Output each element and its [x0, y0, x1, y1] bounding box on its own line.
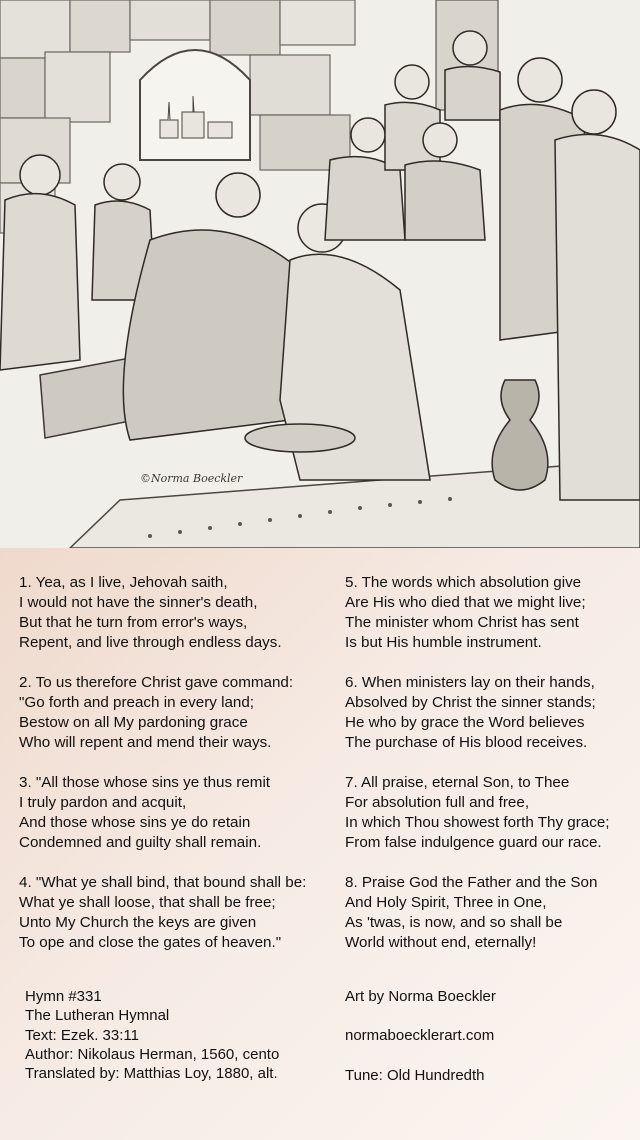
stanza-8	[345, 873, 640, 953]
hymn-number: Hymn #331	[25, 988, 102, 1005]
stanza-line: To ope and close the gates of heaven."	[19, 934, 282, 951]
stanza-line: The purchase of His blood receives.	[345, 734, 588, 751]
stanza-line: Who will repent and mend their ways.	[19, 734, 272, 751]
stanza-2	[19, 673, 339, 753]
water-jug	[492, 380, 548, 490]
sketch-artwork	[0, 0, 640, 548]
stanzas-right-column	[345, 573, 640, 973]
stanza-line: What ye shall loose, that shall be free;	[19, 894, 276, 911]
stanza-line: 6. When ministers lay on their hands,	[345, 674, 595, 691]
stanza-line: I would not have the sinner's death,	[19, 594, 258, 611]
stanza-1	[19, 573, 339, 653]
stanza-line: He who by grace the Word believes	[345, 714, 585, 731]
stanza-5	[345, 573, 640, 653]
stanza-line: 5. The words which absolution give	[345, 574, 582, 591]
stanza-line: 4. "What ye shall bind, that bound shall be:	[19, 874, 307, 891]
stanza-line: "Go forth and preach in every land;	[19, 694, 255, 711]
artist-website: normaboecklerart.com	[345, 1027, 495, 1045]
stanza-line: But that he turn from error's ways,	[19, 614, 248, 631]
stanza-6	[345, 673, 640, 753]
stanza-line: Unto My Church the keys are given	[19, 914, 257, 931]
stanza-line: Bestow on all My pardoning grace	[19, 714, 248, 731]
hymn-tune: Tune: Old Hundredth	[345, 1066, 485, 1084]
stanzas-left-column	[19, 573, 339, 973]
stanza-line: I truly pardon and acquit,	[19, 794, 187, 811]
hymnal-name: The Lutheran Hymnal	[25, 1007, 170, 1025]
stanza-line: Repent, and live through endless days.	[19, 634, 282, 651]
stanza-3	[19, 773, 339, 853]
stanza-line: As 'twas, is now, and so shall be	[345, 914, 563, 931]
stanza-line: And those whose sins ye do retain	[19, 814, 251, 831]
hymn-text-panel	[0, 548, 640, 1140]
art-credit: Art by Norma Boeckler	[345, 988, 496, 1005]
stanza-line: In which Thou showest forth Thy grace;	[345, 814, 610, 831]
artist-signature: ©Norma Boeckler	[140, 472, 243, 485]
stanza-line: 2. To us therefore Christ gave command:	[19, 674, 294, 691]
stanza-line: Absolved by Christ the sinner stands;	[345, 694, 596, 711]
hymn-author: Author: Nikolaus Herman, 1560, cento	[25, 1045, 280, 1063]
wash-basin	[245, 424, 355, 452]
stanza-line: Condemned and guilty shall remain.	[19, 834, 262, 851]
hymn-info	[25, 987, 279, 1083]
stanza-line: 1. Yea, as I live, Jehovah saith,	[19, 574, 228, 591]
hymn-translator: Translated by: Matthias Loy, 1880, alt.	[25, 1065, 278, 1083]
stanza-line: From false indulgence guard our race.	[345, 834, 602, 851]
stanza-line: The minister whom Christ has sent	[345, 614, 579, 631]
foot-washing-illustration	[0, 0, 640, 548]
stanza-7	[345, 773, 640, 853]
stanza-line: 7. All praise, eternal Son, to Thee	[345, 774, 570, 791]
stanza-line: 8. Praise God the Father and the Son	[345, 874, 598, 891]
stanza-line: Is but His humble instrument.	[345, 634, 542, 651]
stanza-line: 3. "All those whose sins ye thus remit	[19, 774, 271, 791]
credits	[345, 987, 496, 1085]
stanza-line: World without end, eternally!	[345, 934, 537, 951]
scripture-text: Text: Ezek. 33:11	[25, 1026, 139, 1044]
stanza-4	[19, 873, 339, 953]
stanza-line: And Holy Spirit, Three in One,	[345, 894, 547, 911]
stanza-line: For absolution full and free,	[345, 794, 530, 811]
stanza-line: Are His who died that we might live;	[345, 594, 586, 611]
